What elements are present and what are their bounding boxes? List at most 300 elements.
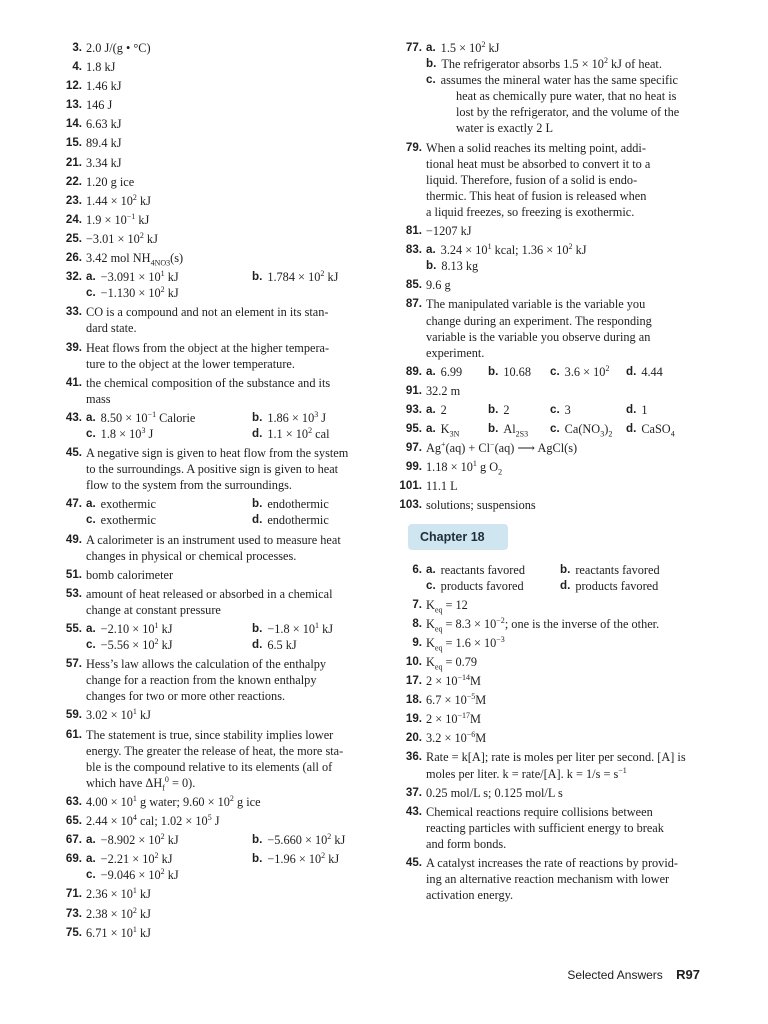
answer-text: 8.13 kg — [441, 259, 479, 274]
answer-item — [54, 212, 376, 228]
answer-text: $Al_{2S3}$ — [503, 422, 529, 439]
answer-part — [86, 285, 179, 301]
answer-text: The manipulated variable is the variable you — [426, 297, 646, 312]
answer-item — [54, 621, 376, 653]
answer-number: 103. — [399, 498, 422, 512]
answer-line — [86, 672, 376, 688]
answer-line — [86, 320, 376, 336]
answer-number: 43. — [405, 804, 422, 818]
answer-text: flow to the system from the surroundings. — [86, 478, 292, 493]
answer-part — [426, 345, 484, 361]
answer-number: 21. — [65, 155, 82, 169]
answer-part — [86, 759, 332, 775]
answer-item — [394, 223, 714, 239]
answer-line — [426, 242, 714, 258]
answer-text: The refrigerator absorbs $1.5 \times 10^2$ kJ of heat. — [441, 56, 662, 72]
answer-line — [426, 440, 714, 456]
answer-item — [394, 497, 714, 513]
answer-text: $1.8 \times 10^3$ J — [100, 425, 154, 441]
answer-number: 85. — [405, 278, 422, 292]
answer-part — [86, 567, 173, 583]
answer-part — [86, 925, 151, 941]
part-letter: d. — [626, 422, 637, 436]
answer-line — [426, 887, 714, 903]
answer-part — [86, 391, 111, 407]
answer-item — [394, 597, 714, 613]
answer-part — [426, 156, 650, 172]
answer-number: 87. — [405, 297, 422, 311]
answer-text: $3.6 \times 10^2$ — [564, 363, 610, 379]
answer-item — [54, 707, 376, 723]
answer-line — [426, 156, 714, 172]
answer-item — [54, 231, 376, 247]
answer-part — [86, 59, 115, 75]
answer-part — [550, 421, 626, 437]
answer-line — [86, 743, 376, 759]
answer-item — [54, 375, 376, 407]
answer-part — [426, 364, 488, 380]
answer-part — [426, 478, 458, 494]
answer-number: 26. — [65, 251, 82, 265]
part-letter: b. — [252, 270, 263, 284]
answer-text: 146 J — [86, 98, 113, 113]
answer-text: 2 — [440, 402, 447, 417]
answer-part — [560, 578, 658, 594]
answer-line — [426, 329, 714, 345]
answer-line — [86, 532, 376, 548]
answer-part — [426, 277, 451, 293]
answer-part — [86, 155, 122, 171]
answer-part — [426, 56, 662, 72]
answer-part — [86, 794, 261, 810]
answer-text: 1 — [641, 402, 648, 417]
answer-part — [86, 135, 122, 151]
chapter-18-heading — [408, 524, 508, 550]
answer-text: $-8.902 \times 10^2$ kJ — [100, 832, 179, 848]
part-letter: c. — [550, 402, 560, 416]
answer-part — [86, 496, 252, 512]
answer-item — [54, 567, 376, 583]
answer-number: 101. — [399, 479, 422, 493]
answer-text: changes for two or more other reactions. — [86, 689, 286, 704]
answer-part — [426, 88, 676, 104]
answer-line — [86, 410, 376, 426]
page-footer — [567, 967, 700, 982]
answer-line — [426, 871, 714, 887]
answer-number: 91. — [405, 383, 422, 397]
answer-line — [86, 512, 376, 528]
answer-line — [86, 356, 376, 372]
answer-text: thermic. This heat of fusion is released when — [426, 188, 647, 203]
answer-text: $K_{eq} = 12$ — [426, 597, 468, 615]
answer-number: 79. — [405, 140, 422, 154]
answer-text: $2.44 \times 10^4$ cal; $1.02 \times 10^5$ J — [86, 812, 220, 829]
answer-line — [86, 906, 376, 922]
chapter-17-answers-continued — [394, 40, 714, 514]
answer-text: 10.68 — [503, 364, 531, 379]
answer-item — [54, 193, 376, 209]
answer-line — [426, 258, 714, 274]
answer-part — [426, 804, 653, 820]
part-letter: a. — [426, 402, 436, 416]
answer-line — [86, 461, 376, 477]
answer-line — [86, 656, 376, 672]
answer-part — [426, 749, 686, 765]
answer-line — [86, 375, 376, 391]
answer-number: 15. — [65, 136, 82, 150]
answer-text: A negative sign is given to heat flow from the system — [86, 446, 349, 461]
answer-part — [86, 445, 348, 461]
answer-number: 47. — [65, 497, 82, 511]
answer-part — [426, 855, 678, 871]
answer-line — [86, 851, 376, 867]
answer-part — [426, 72, 678, 88]
answer-text: $8.50 \times 10^{-1}$ Calorie — [100, 409, 196, 425]
footer-section-label: Selected Answers — [567, 968, 663, 982]
answer-text: 2 — [503, 402, 510, 417]
answer-line — [86, 727, 376, 743]
answer-line — [426, 104, 714, 120]
answer-number: 9. — [412, 635, 422, 649]
answer-text: 3.34 kJ — [86, 155, 122, 170]
answer-line — [426, 478, 714, 494]
answer-text: $-3.01 \times 10^2$ kJ — [86, 230, 158, 246]
answer-number: 24. — [65, 212, 82, 226]
answer-text: $-1.8 \times 10^1$ kJ — [267, 620, 334, 636]
answer-part — [426, 40, 499, 56]
answer-part — [86, 78, 122, 94]
part-letter: d. — [252, 513, 263, 527]
answer-part — [426, 120, 553, 136]
answer-number: 12. — [65, 79, 82, 93]
answer-number: 3. — [72, 41, 82, 54]
answer-line — [426, 497, 714, 513]
answer-number: 57. — [65, 657, 82, 671]
answer-item — [394, 711, 714, 727]
answer-part — [86, 688, 285, 704]
answer-part — [426, 711, 481, 727]
answer-part — [626, 421, 675, 437]
answer-number: 36. — [405, 750, 422, 764]
answer-text: bomb calorimeter — [86, 567, 174, 582]
part-letter: b. — [560, 562, 571, 576]
answer-part — [426, 635, 505, 651]
answer-part — [426, 654, 477, 670]
answer-part — [426, 296, 645, 312]
answer-line — [86, 602, 376, 618]
answer-number: 65. — [65, 814, 82, 828]
answer-part — [86, 656, 326, 672]
answer-text: dard state. — [86, 321, 137, 336]
answer-text: moles per liter. k = rate/[A]. $k = 1/s = s^{-1}$ — [426, 765, 627, 781]
answer-line — [86, 445, 376, 461]
answer-line — [86, 775, 376, 791]
answer-line — [426, 820, 714, 836]
answer-line — [86, 212, 376, 228]
answer-part — [86, 426, 252, 442]
answer-line — [426, 711, 714, 727]
part-letter: b. — [252, 410, 263, 424]
answer-text: solutions; suspensions — [426, 498, 536, 513]
answer-item — [394, 654, 714, 670]
answer-text: $-5.660 \times 10^2$ kJ — [267, 832, 346, 848]
answer-number: 61. — [65, 727, 82, 741]
answer-item — [394, 855, 714, 903]
answer-item — [54, 532, 376, 564]
answer-part — [426, 104, 679, 120]
answer-line — [426, 749, 714, 765]
answer-text: Rate = k[A]; rate is moles per liter per second. [A] is — [426, 750, 686, 765]
answer-text: 4.44 — [641, 364, 663, 379]
answer-item — [54, 116, 376, 132]
answer-part — [86, 410, 252, 426]
answer-line — [86, 40, 376, 56]
answer-line — [426, 140, 714, 156]
answer-part — [86, 727, 333, 743]
answer-line — [426, 204, 714, 220]
answer-text: reactants favored — [440, 562, 525, 577]
answer-part — [252, 426, 330, 442]
answer-number: 83. — [405, 243, 422, 257]
answer-part — [252, 832, 345, 848]
answer-part — [426, 440, 577, 456]
answer-text: 1.8 kJ — [86, 60, 116, 75]
answer-line — [86, 867, 376, 883]
answer-number: 13. — [65, 98, 82, 112]
answer-number: 25. — [65, 231, 82, 245]
answer-line — [86, 97, 376, 113]
answer-text: 6.5 kJ — [267, 638, 297, 653]
chapter-18-answers — [394, 562, 714, 904]
answer-text: Chemical reactions require collisions between — [426, 804, 653, 819]
answer-item — [394, 277, 714, 293]
answer-item — [54, 78, 376, 94]
answer-part — [86, 174, 134, 190]
answer-line — [86, 688, 376, 704]
answer-item — [394, 692, 714, 708]
part-letter: b. — [252, 497, 263, 511]
answer-text: the chemical composition of the substance and its — [86, 375, 331, 390]
answer-text: ble is the compound relative to its elements (all of — [86, 759, 333, 774]
answer-part — [426, 402, 488, 418]
answer-text: reacting particles with sufficient energy to break — [426, 820, 664, 835]
part-letter: c. — [86, 638, 96, 652]
answer-number: 10. — [405, 655, 422, 668]
answer-item — [394, 730, 714, 746]
answer-item — [54, 906, 376, 922]
answer-text: change at constant pressure — [86, 602, 221, 617]
part-letter: d. — [560, 578, 571, 592]
answer-number: 55. — [65, 622, 82, 635]
answer-line — [86, 116, 376, 132]
answer-number: 59. — [65, 708, 82, 722]
answer-text: $1.5 \times 10^2$ kJ — [440, 39, 500, 55]
part-letter: c. — [86, 426, 96, 440]
part-letter: b. — [488, 422, 499, 436]
answer-item — [54, 586, 376, 618]
answer-number: 45. — [65, 446, 82, 460]
answer-part — [86, 707, 151, 723]
answer-part — [86, 743, 343, 759]
answer-part — [426, 597, 468, 613]
answer-line — [86, 269, 376, 285]
answer-text: a liquid freezes, so freezing is exothermic. — [426, 204, 635, 219]
answer-line — [86, 637, 376, 653]
answer-item — [54, 727, 376, 791]
answer-part — [86, 97, 112, 113]
answer-text: $2 \times 10^{-14}M$ — [426, 673, 481, 689]
answer-line — [86, 477, 376, 493]
part-letter: a. — [86, 270, 96, 284]
answer-item — [54, 304, 376, 336]
answer-text: mass — [86, 391, 111, 406]
answer-text: $3.02 \times 10^1$ kJ — [86, 707, 151, 723]
answer-item — [394, 296, 714, 360]
answer-part — [86, 356, 295, 372]
answer-line — [86, 496, 376, 512]
answer-text: 1.20 g ice — [86, 174, 135, 189]
answer-item — [394, 673, 714, 689]
answer-item — [394, 40, 714, 137]
answer-part — [86, 886, 151, 902]
answer-text: changes in physical or chemical processes. — [86, 548, 297, 563]
answer-line — [426, 40, 714, 56]
answer-text: $2 \times 10^{-17}M$ — [426, 711, 481, 727]
answer-line — [86, 340, 376, 356]
answer-text: $2.38 \times 10^2$ kJ — [86, 905, 151, 921]
answer-line — [86, 586, 376, 602]
answer-text: Hess’s law allows the calculation of the enthalpy — [86, 657, 327, 672]
answer-part — [86, 867, 179, 883]
answer-number: 23. — [65, 193, 82, 207]
answer-part — [86, 906, 151, 922]
answer-line — [426, 692, 714, 708]
answer-part — [86, 320, 137, 336]
answer-text: 2.0 J/(g • °C) — [86, 41, 151, 55]
answer-text: $-1.96 \times 10^2$ kJ — [267, 851, 340, 867]
answer-number: 49. — [65, 532, 82, 546]
part-letter: a. — [86, 622, 96, 635]
answer-line — [426, 785, 714, 801]
answer-part — [550, 364, 626, 380]
part-letter: c. — [426, 73, 436, 87]
answer-number: 71. — [65, 887, 82, 901]
answer-text: reactants favored — [575, 562, 660, 577]
answer-text: CaSO$_4$ — [641, 422, 675, 439]
answer-part — [86, 775, 195, 791]
answer-item — [54, 832, 376, 848]
answer-number: 37. — [405, 785, 422, 799]
part-letter: d. — [626, 402, 637, 416]
answer-part — [426, 258, 478, 274]
answer-text: $3.24 \times 10^1$ kcal; $1.36 \times 10^2$ kJ — [440, 242, 587, 258]
answer-part — [86, 548, 296, 564]
answer-item — [54, 340, 376, 372]
answer-text: lost by the refrigerator, and the volume of the — [456, 105, 680, 120]
answer-text: $1.9 \times 10^{-1}$ kJ — [86, 211, 150, 227]
answer-line — [86, 759, 376, 775]
answer-part — [426, 692, 486, 708]
answer-item — [54, 925, 376, 941]
answer-line — [86, 794, 376, 810]
answer-text: $2.36 \times 10^1$ kJ — [86, 886, 151, 902]
answer-text: $1.784 \times 10^2$ kJ — [267, 269, 339, 285]
answer-line — [86, 925, 376, 941]
answer-text: amount of heat released or absorbed in a chemical — [86, 586, 333, 601]
part-letter: b. — [252, 833, 263, 847]
answer-item — [54, 155, 376, 171]
answer-line — [426, 172, 714, 188]
answer-line — [86, 707, 376, 723]
answer-part — [426, 204, 634, 220]
answer-number: 81. — [405, 224, 422, 238]
answer-item — [394, 478, 714, 494]
part-letter: c. — [86, 513, 96, 527]
answer-item — [394, 402, 714, 418]
part-letter: c. — [550, 364, 560, 378]
answer-line — [426, 730, 714, 746]
answer-text: water is exactly 2 L — [456, 121, 553, 136]
answer-part — [86, 813, 220, 829]
part-letter: a. — [86, 833, 96, 847]
part-letter: a. — [426, 562, 436, 576]
answer-text: Heat flows from the object at the higher tempera- — [86, 340, 330, 355]
answer-part — [86, 116, 122, 132]
answer-number: 75. — [65, 925, 82, 939]
answer-item — [394, 140, 714, 220]
page-number: R97 — [676, 967, 700, 982]
answer-text: assumes the mineral water has the same specific — [440, 73, 678, 88]
answer-part — [426, 329, 650, 345]
answer-item — [394, 459, 714, 475]
part-letter: d. — [252, 638, 263, 652]
answer-line — [426, 635, 714, 651]
answer-part — [252, 410, 326, 426]
answer-line — [86, 548, 376, 564]
answer-part — [426, 497, 536, 513]
answer-number: 51. — [65, 567, 82, 581]
answer-item — [54, 269, 376, 301]
answer-line — [426, 72, 714, 88]
answer-text: variable is the variable you observe during an — [426, 329, 651, 344]
answer-number: 20. — [405, 731, 422, 745]
answer-number: 17. — [405, 674, 422, 688]
answer-text: which have $\Delta H_f^0 = 0$). — [86, 774, 196, 793]
answer-line — [426, 855, 714, 871]
answer-number: 73. — [65, 906, 82, 920]
answer-number: 22. — [65, 174, 82, 188]
part-letter: b. — [488, 402, 499, 416]
answer-line — [86, 155, 376, 171]
answer-text: 6.99 — [440, 364, 463, 379]
answer-line — [426, 597, 714, 613]
part-letter: a. — [86, 852, 96, 866]
part-letter: b. — [252, 852, 263, 866]
answer-part — [86, 375, 330, 391]
answer-part — [426, 562, 560, 578]
answer-text: $6.7 \times 10^{-5}M$ — [426, 692, 487, 708]
answer-line — [426, 223, 714, 239]
answer-part — [86, 602, 221, 618]
answer-item — [54, 851, 376, 883]
answer-text: tional heat must be absorbed to convert it to a — [426, 156, 651, 171]
answer-part — [252, 851, 339, 867]
answer-text: $1.18 \times 10^1$ g $O_2$ — [426, 459, 503, 477]
answer-text: $4.00 \times 10^1$ g water; $9.60 \times 10^2$ g ice — [86, 793, 261, 809]
answer-part — [86, 304, 328, 320]
answer-part — [426, 730, 486, 746]
answer-item — [394, 383, 714, 399]
